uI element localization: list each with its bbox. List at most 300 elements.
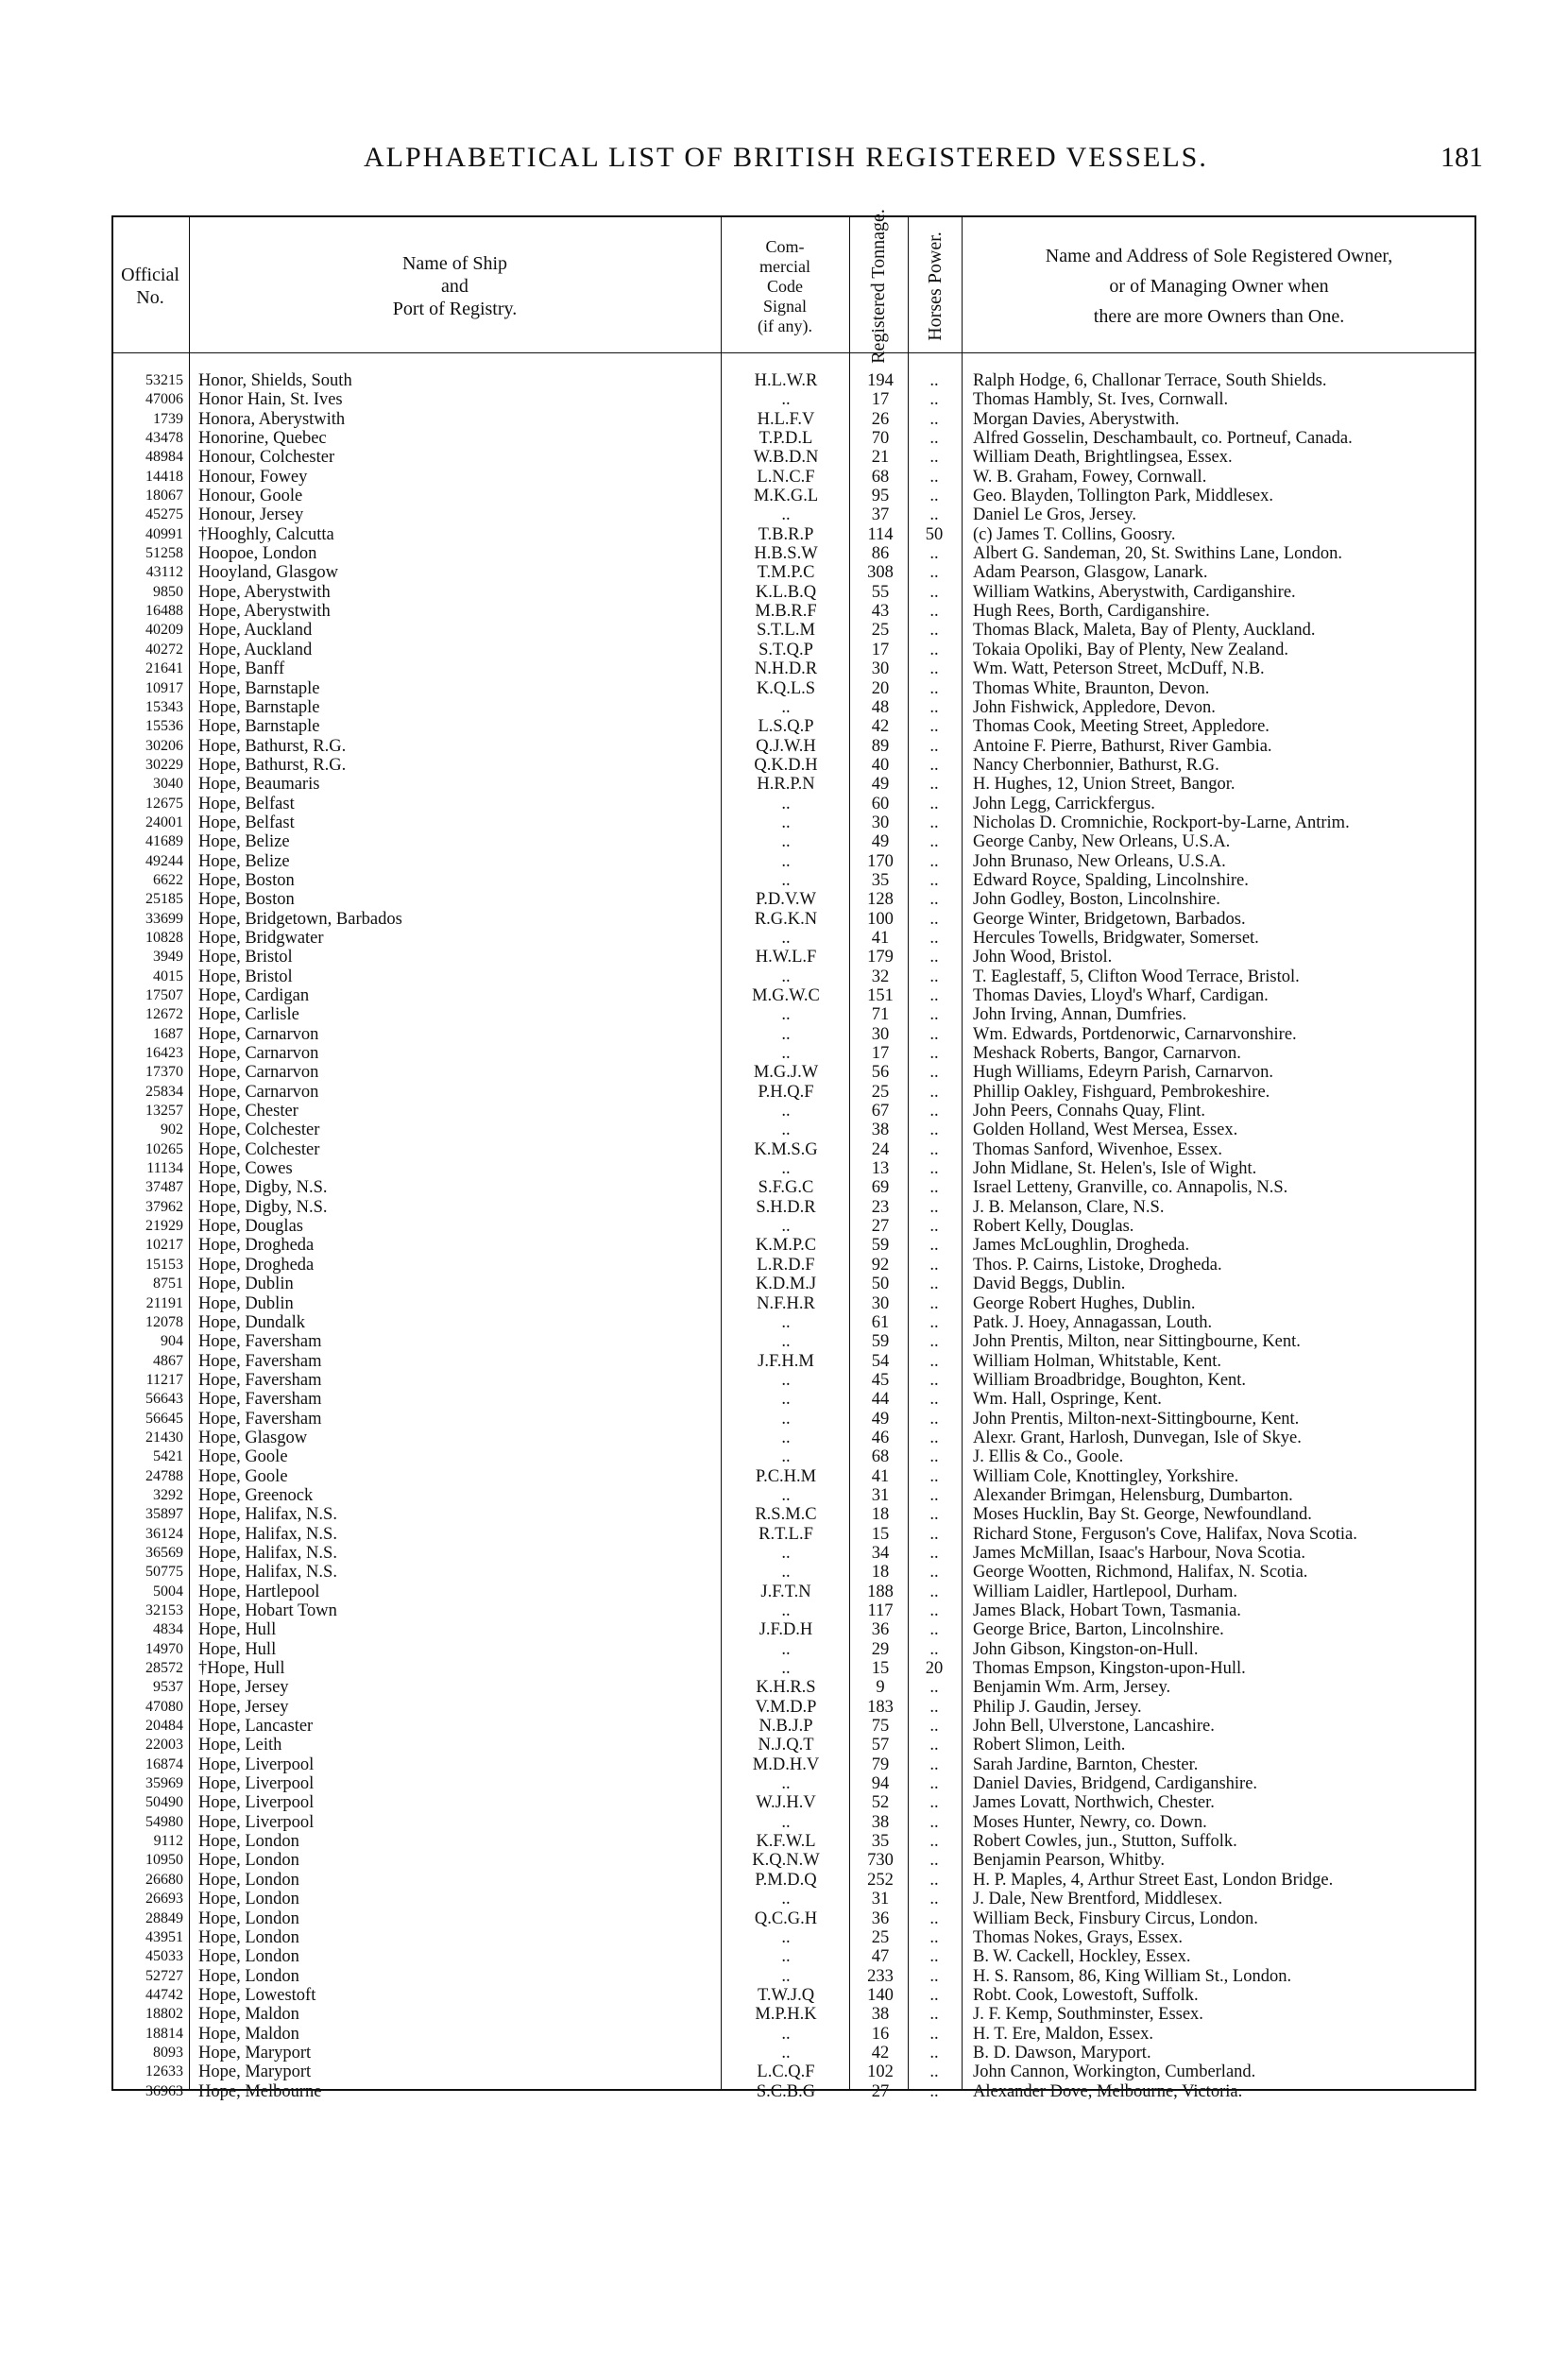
header-tonnage-label: Registered Tonnage. [868, 209, 889, 364]
horse-power: .. [929, 697, 939, 717]
signal: J.F.D.H [758, 1620, 813, 1640]
official-no: 45033 [145, 1948, 183, 1965]
tonnage: 179 [867, 948, 894, 967]
horse-power: .. [929, 1063, 939, 1083]
horse-power: .. [929, 1927, 939, 1947]
horse-power: .. [929, 1005, 939, 1025]
owner: Tokaia Opoliki, Bay of Plenty, New Zealand. [973, 640, 1289, 659]
horse-power: .. [929, 1217, 939, 1237]
official-no: 26680 [145, 1871, 183, 1888]
tonnage: 42 [871, 2043, 890, 2062]
header-name-port-line2: and [441, 276, 469, 297]
tonnage: 47 [871, 1947, 890, 1967]
tonnage: 44 [871, 1390, 890, 1410]
ship-name-port: Hope, Jersey [198, 1697, 289, 1717]
owner: John Peers, Connahs Quay, Flint. [973, 1102, 1205, 1121]
horse-power: .. [929, 1485, 939, 1505]
table-row [111, 410, 1476, 429]
owner: Robert Slimon, Leith. [973, 1736, 1126, 1755]
official-no: 3040 [153, 776, 183, 793]
owner: J. Dale, New Brentford, Middlesex. [973, 1890, 1223, 1909]
signal: S.H.D.R [756, 1197, 816, 1217]
ship-name-port: Hope, Banff [198, 659, 285, 679]
official-no: 3292 [153, 1486, 183, 1503]
signal: N.J.Q.T [758, 1736, 814, 1755]
page-number: 181 [1440, 142, 1483, 173]
table-row [111, 1909, 1476, 1928]
tonnage: 16 [871, 2024, 890, 2044]
tonnage: 40 [871, 755, 890, 775]
official-no: 10828 [145, 929, 183, 946]
official-no: 43951 [145, 1928, 183, 1945]
official-no: 4867 [153, 1352, 183, 1369]
horse-power: .. [929, 928, 939, 948]
table-row [111, 1005, 1476, 1024]
owner: (c) James T. Collins, Goosry. [973, 524, 1176, 544]
owner: John Fishwick, Appledore, Devon. [973, 697, 1216, 717]
ship-name-port: Hope, Halifax, N.S. [198, 1543, 337, 1563]
table-row [111, 1659, 1476, 1678]
table-row [111, 641, 1476, 659]
tonnage: 117 [867, 1601, 894, 1620]
official-no: 8751 [153, 1275, 183, 1292]
ship-name-port: Hope, Boston [198, 870, 295, 890]
tonnage: 42 [871, 717, 890, 737]
header-name-port-line3: Port of Registry. [392, 299, 518, 319]
signal: T.M.P.C [757, 563, 815, 583]
horse-power: .. [929, 1024, 939, 1044]
tonnage: 38 [871, 1121, 890, 1140]
ship-name-port: Honor, Shields, South [198, 371, 352, 390]
tonnage: 41 [871, 1466, 890, 1486]
table-row [111, 1467, 1476, 1486]
ship-name-port: Hooyland, Glasgow [198, 563, 338, 583]
tonnage: 31 [871, 1485, 890, 1505]
horse-power: .. [929, 1832, 939, 1852]
owner: John Cannon, Workington, Cumberland. [973, 2062, 1256, 2082]
table-row [111, 390, 1476, 409]
official-no: 28572 [145, 1660, 183, 1677]
signal: .. [781, 1659, 791, 1679]
table-row [111, 1583, 1476, 1601]
owner: Thomas Black, Maleta, Bay of Plenty, Auckland. [973, 621, 1316, 641]
ship-name-port: Hope, London [198, 1927, 299, 1947]
ship-name-port: Hope, London [198, 1947, 299, 1967]
table-row [111, 1236, 1476, 1255]
ship-name-port: Hope, Barnstaple [198, 697, 320, 717]
owner: Antoine F. Pierre, Bathurst, River Gambia. [973, 736, 1272, 756]
ship-name-port: Hope, Jersey [198, 1678, 289, 1698]
tonnage: 89 [871, 736, 890, 756]
horse-power: .. [929, 1466, 939, 1486]
tonnage: 128 [867, 890, 894, 910]
ship-name-port: Hope, London [198, 1908, 299, 1928]
table-row [111, 1390, 1476, 1409]
signal: K.M.P.C [755, 1236, 817, 1256]
horse-power: .. [929, 1754, 939, 1774]
owner: Hercules Towells, Bridgwater, Somerset. [973, 928, 1259, 948]
horse-power: .. [929, 371, 939, 390]
horse-power: .. [929, 1717, 939, 1737]
tonnage: 79 [871, 1754, 890, 1774]
owner: William Beck, Finsbury Circus, London. [973, 1908, 1258, 1928]
signal: S.F.G.C [758, 1178, 814, 1198]
official-no: 12672 [145, 1006, 183, 1023]
owner: Hugh Rees, Borth, Cardiganshire. [973, 602, 1210, 622]
ship-name-port: Hope, Goole [198, 1447, 288, 1467]
official-no: 4015 [153, 967, 183, 984]
horse-power: .. [929, 2005, 939, 2025]
horse-power: 50 [925, 524, 944, 544]
horse-power: .. [929, 1736, 939, 1755]
header-owner-line1: Name and Address of Sole Registered Owner, [1045, 246, 1393, 266]
official-no: 5421 [153, 1448, 183, 1465]
header-name-port-line1: Name of Ship [401, 253, 508, 274]
tonnage: 48 [871, 697, 890, 717]
official-no: 1739 [153, 410, 183, 427]
table-row [111, 1025, 1476, 1044]
horse-power: .. [929, 717, 939, 737]
official-no: 43112 [145, 564, 183, 581]
owner: Robt. Cook, Lowestoft, Suffolk. [973, 1985, 1199, 2005]
signal: K.F.W.L [756, 1832, 816, 1852]
owner: John Prentis, Milton-next-Sittingbourne, Kent. [973, 1409, 1300, 1429]
signal: .. [781, 1927, 791, 1947]
official-no: 25185 [145, 891, 183, 908]
ship-name-port: Honour, Jersey [198, 505, 304, 525]
ship-name-port: Hope, Bristol [198, 948, 293, 967]
signal: N.B.J.P [758, 1717, 813, 1737]
official-no: 3949 [153, 949, 183, 966]
ship-name-port: Hope, Maryport [198, 2043, 312, 2062]
owner: J. Ellis & Co., Goole. [973, 1447, 1124, 1467]
signal: .. [781, 1601, 791, 1620]
horse-power: .. [929, 1351, 939, 1371]
tonnage: 35 [871, 1832, 890, 1852]
official-no: 45275 [145, 506, 183, 523]
tonnage: 45 [871, 1370, 890, 1390]
official-no: 18802 [145, 2006, 183, 2023]
horse-power: .. [929, 1812, 939, 1832]
owner: David Beggs, Dublin. [973, 1275, 1126, 1294]
owner: Moses Hucklin, Bay St. George, Newfoundland. [973, 1505, 1312, 1525]
tonnage: 27 [871, 2081, 890, 2101]
owner: Golden Holland, West Mersea, Essex. [973, 1121, 1238, 1140]
ship-name-port: Hope, Auckland [198, 640, 313, 659]
ship-name-port: Honor Hain, St. Ives [198, 390, 343, 410]
table-row [111, 1332, 1476, 1351]
header-tonnage [849, 209, 908, 364]
owner: Ralph Hodge, 6, Challonar Terrace, South Shields. [973, 371, 1327, 390]
table-row [111, 1640, 1476, 1659]
table-row [111, 1159, 1476, 1178]
horse-power: .. [929, 390, 939, 410]
table-row [111, 1890, 1476, 1908]
ship-name-port: Hope, Aberystwith [198, 582, 331, 602]
horse-power: .. [929, 1947, 939, 1967]
owner: B. W. Cackell, Hockley, Essex. [973, 1947, 1191, 1967]
signal: P.H.Q.F [758, 1082, 814, 1102]
signal: S.T.L.M [757, 621, 815, 641]
signal: M.G.J.W [753, 1063, 819, 1083]
table-row [111, 929, 1476, 948]
tonnage: 46 [871, 1428, 890, 1447]
tonnage: 151 [867, 986, 894, 1005]
header-horses-label: Horses Power. [924, 231, 946, 341]
owner: Nicholas D. Cromnichie, Rockport-by-Larne, Antrim. [973, 813, 1350, 832]
owner: George Robert Hughes, Dublin. [973, 1293, 1196, 1313]
official-no: 18814 [145, 2025, 183, 2042]
table-row [111, 1601, 1476, 1620]
signal: K.Q.L.S [756, 678, 816, 698]
table-row [111, 1352, 1476, 1371]
horse-power: .. [929, 1255, 939, 1275]
tonnage: 50 [871, 1275, 890, 1294]
table-row [111, 852, 1476, 871]
table-row [111, 1928, 1476, 1947]
signal: W.J.H.V [756, 1793, 816, 1813]
tonnage: 56 [871, 1063, 890, 1083]
owner: Thomas White, Braunton, Devon. [973, 678, 1210, 698]
tonnage: 35 [871, 870, 890, 890]
ship-name-port: Hope, Cardigan [198, 986, 310, 1005]
horse-power: .. [929, 2081, 939, 2101]
tonnage: 30 [871, 659, 890, 679]
ship-name-port: Hope, Faversham [198, 1370, 322, 1390]
owner: Benjamin Wm. Arm, Jersey. [973, 1678, 1171, 1698]
tonnage: 188 [867, 1582, 894, 1601]
signal: M.G.W.C [752, 986, 820, 1005]
ship-name-port: Hope, London [198, 1851, 299, 1871]
table-row [111, 679, 1476, 698]
official-no: 9537 [153, 1679, 183, 1696]
tonnage: 30 [871, 1293, 890, 1313]
tonnage: 194 [867, 371, 894, 390]
ship-name-port: Hope, Greenock [198, 1485, 314, 1505]
owner: Benjamin Pearson, Whitby. [973, 1851, 1165, 1871]
table-row [111, 1525, 1476, 1544]
signal: .. [781, 1024, 791, 1044]
tonnage: 68 [871, 1447, 890, 1467]
table-row [111, 948, 1476, 967]
owner: John Irving, Annan, Dumfries. [973, 1005, 1187, 1025]
signal: M.K.G.L [753, 487, 819, 506]
ship-name-port: Hope, Digby, N.S. [198, 1197, 328, 1217]
ship-name-port: Hope, Liverpool [198, 1812, 315, 1832]
tonnage: 15 [871, 1524, 890, 1544]
owner: Wm. Watt, Peterson Street, McDuff, N.B. [973, 659, 1265, 679]
table-row [111, 1620, 1476, 1639]
signal: .. [781, 1428, 791, 1447]
owner: Alexander Brimgan, Helensburg, Dumbarton. [973, 1485, 1293, 1505]
tonnage: 308 [867, 563, 894, 583]
owner: Daniel Le Gros, Jersey. [973, 505, 1136, 525]
owner: George Canby, New Orleans, U.S.A. [973, 832, 1231, 852]
official-no: 11217 [145, 1371, 183, 1388]
ship-name-port: Hope, Beaumaris [198, 775, 320, 795]
horse-power: .. [929, 487, 939, 506]
official-no: 10217 [145, 1237, 183, 1254]
ship-name-port: Hope, Chester [198, 1102, 298, 1121]
table-row [111, 1044, 1476, 1063]
table-row [111, 2025, 1476, 2044]
official-no: 902 [161, 1121, 183, 1138]
table-row [111, 1063, 1476, 1082]
owner: H. S. Ransom, 86, King William St., London. [973, 1966, 1292, 1986]
signal: H.R.P.N [757, 775, 815, 795]
tonnage: 60 [871, 794, 890, 813]
tonnage: 43 [871, 602, 890, 622]
signal: K.Q.N.W [752, 1851, 820, 1871]
official-no: 30229 [145, 756, 183, 773]
ship-name-port: Hope, Douglas [198, 1217, 303, 1237]
horse-power: .. [929, 1966, 939, 1986]
owner: John Bell, Ulverstone, Lancashire. [973, 1717, 1215, 1737]
signal: S.C.B.G [756, 2081, 816, 2101]
horse-power: .. [929, 755, 939, 775]
official-no: 8093 [153, 2044, 183, 2061]
owner: J. F. Kemp, Southminster, Essex. [973, 2005, 1203, 2025]
ship-name-port: Hope, Faversham [198, 1332, 322, 1352]
owner: B. D. Dawson, Maryport. [973, 2043, 1151, 2062]
owner: Alexander Dove, Melbourne, Victoria. [973, 2081, 1243, 2101]
table-row [111, 563, 1476, 582]
table-row [111, 505, 1476, 524]
horse-power: .. [929, 1332, 939, 1352]
horse-power: .. [929, 813, 939, 832]
ship-name-port: Hope, London [198, 1890, 299, 1909]
horse-power: .. [929, 1293, 939, 1313]
table-row [111, 1198, 1476, 1217]
owner: James Lovatt, Northwich, Chester. [973, 1793, 1215, 1813]
tonnage: 49 [871, 832, 890, 852]
horse-power: .. [929, 409, 939, 429]
signal: .. [781, 1947, 791, 1967]
signal: .. [781, 1812, 791, 1832]
horse-power: .. [929, 1428, 939, 1447]
official-no: 41689 [145, 833, 183, 850]
tonnage: 94 [871, 1774, 890, 1794]
table-row [111, 525, 1476, 544]
table-row [111, 1793, 1476, 1812]
ship-name-port: Hope, Bristol [198, 967, 293, 986]
table-row [111, 1083, 1476, 1102]
owner: Thomas Sanford, Wivenhoe, Essex. [973, 1139, 1223, 1159]
ship-name-port: Hope, Hartlepool [198, 1582, 320, 1601]
table-row [111, 1947, 1476, 1966]
horse-power: .. [929, 1639, 939, 1659]
horse-power: .. [929, 640, 939, 659]
owner: H. P. Maples, 4, Arthur Street East, London Bridge. [973, 1870, 1334, 1890]
owner: Alexr. Grant, Harlosh, Dunvegan, Isle of Skye. [973, 1428, 1302, 1447]
owner: H. T. Ere, Maldon, Essex. [973, 2024, 1153, 2044]
table-row [111, 1736, 1476, 1754]
official-no: 54980 [145, 1813, 183, 1830]
ship-name-port: Hope, Maldon [198, 2005, 299, 2025]
table-row [111, 1275, 1476, 1293]
tonnage: 95 [871, 487, 890, 506]
horse-power: .. [929, 505, 939, 525]
tonnage: 27 [871, 1217, 890, 1237]
vessels-table [111, 209, 1476, 2101]
owner: John Godley, Boston, Lincolnshire. [973, 890, 1220, 910]
official-no: 32153 [145, 1602, 183, 1618]
table-row [111, 1140, 1476, 1159]
ship-name-port: Hope, Drogheda [198, 1236, 315, 1256]
ship-name-port: Hope, Colchester [198, 1139, 320, 1159]
ship-name-port: Hope, Carnarvon [198, 1024, 319, 1044]
signal: .. [781, 1485, 791, 1505]
tonnage: 57 [871, 1736, 890, 1755]
horse-power: .. [929, 1505, 939, 1525]
official-no: 21430 [145, 1429, 183, 1446]
owner: Richard Stone, Ferguson's Cove, Halifax, Nova Scotia. [973, 1524, 1357, 1544]
ship-name-port: Hope, Goole [198, 1466, 288, 1486]
ship-name-port: Hope, Carnarvon [198, 1044, 319, 1064]
horse-power: .. [929, 429, 939, 449]
ship-name-port: Hope, Drogheda [198, 1255, 315, 1275]
official-no: 47080 [145, 1698, 183, 1715]
horse-power: .. [929, 544, 939, 564]
page-title: ALPHABETICAL LIST OF BRITISH REGISTERED VESSELS. [364, 142, 1208, 173]
tonnage: 92 [871, 1255, 890, 1275]
official-no: 35969 [145, 1775, 183, 1792]
official-no: 51258 [145, 545, 183, 562]
official-no: 40209 [145, 622, 183, 639]
header-official-no-label: Official No. [121, 265, 179, 308]
tonnage: 26 [871, 409, 890, 429]
header-signal [721, 225, 849, 348]
ship-name-port: Hope, Leith [198, 1736, 282, 1755]
signal: R.S.M.C [755, 1505, 817, 1525]
tonnage: 23 [871, 1197, 890, 1217]
signal: H.L.W.R [754, 371, 818, 390]
owner: John Legg, Carrickfergus. [973, 794, 1155, 813]
ship-name-port: Hope, Barnstaple [198, 678, 320, 698]
ship-name-port: Hope, Auckland [198, 621, 313, 641]
tonnage: 183 [867, 1697, 894, 1717]
ship-name-port: Hope, Faversham [198, 1409, 322, 1429]
official-no: 904 [161, 1333, 183, 1350]
official-no: 47006 [145, 391, 183, 408]
tonnage: 9 [876, 1678, 885, 1698]
horse-power: .. [929, 832, 939, 852]
owner: Phillip Oakley, Fishguard, Pembrokeshire. [973, 1082, 1270, 1102]
horse-power: .. [929, 1409, 939, 1429]
signal: P.D.V.W [756, 890, 816, 910]
tonnage: 25 [871, 1927, 890, 1947]
horse-power: .. [929, 1159, 939, 1179]
horse-power: .. [929, 467, 939, 487]
tonnage: 36 [871, 1908, 890, 1928]
signal: W.B.D.N [753, 448, 819, 468]
signal: L.R.D.F [757, 1255, 815, 1275]
ship-name-port: Hope, Glasgow [198, 1428, 308, 1447]
signal: Q.J.W.H [756, 736, 816, 756]
tonnage: 102 [867, 2062, 894, 2082]
signal: .. [781, 1409, 791, 1429]
horse-power: .. [929, 851, 939, 871]
horse-power: .. [929, 1447, 939, 1467]
horse-power: .. [929, 602, 939, 622]
signal: K.H.R.S [756, 1678, 816, 1698]
official-no: 15536 [145, 718, 183, 735]
horse-power: .. [929, 1851, 939, 1871]
official-no: 25834 [145, 1083, 183, 1100]
ship-name-port: Hope, Liverpool [198, 1774, 315, 1794]
header-signal-line5: (if any). [758, 316, 812, 335]
tonnage: 86 [871, 544, 890, 564]
